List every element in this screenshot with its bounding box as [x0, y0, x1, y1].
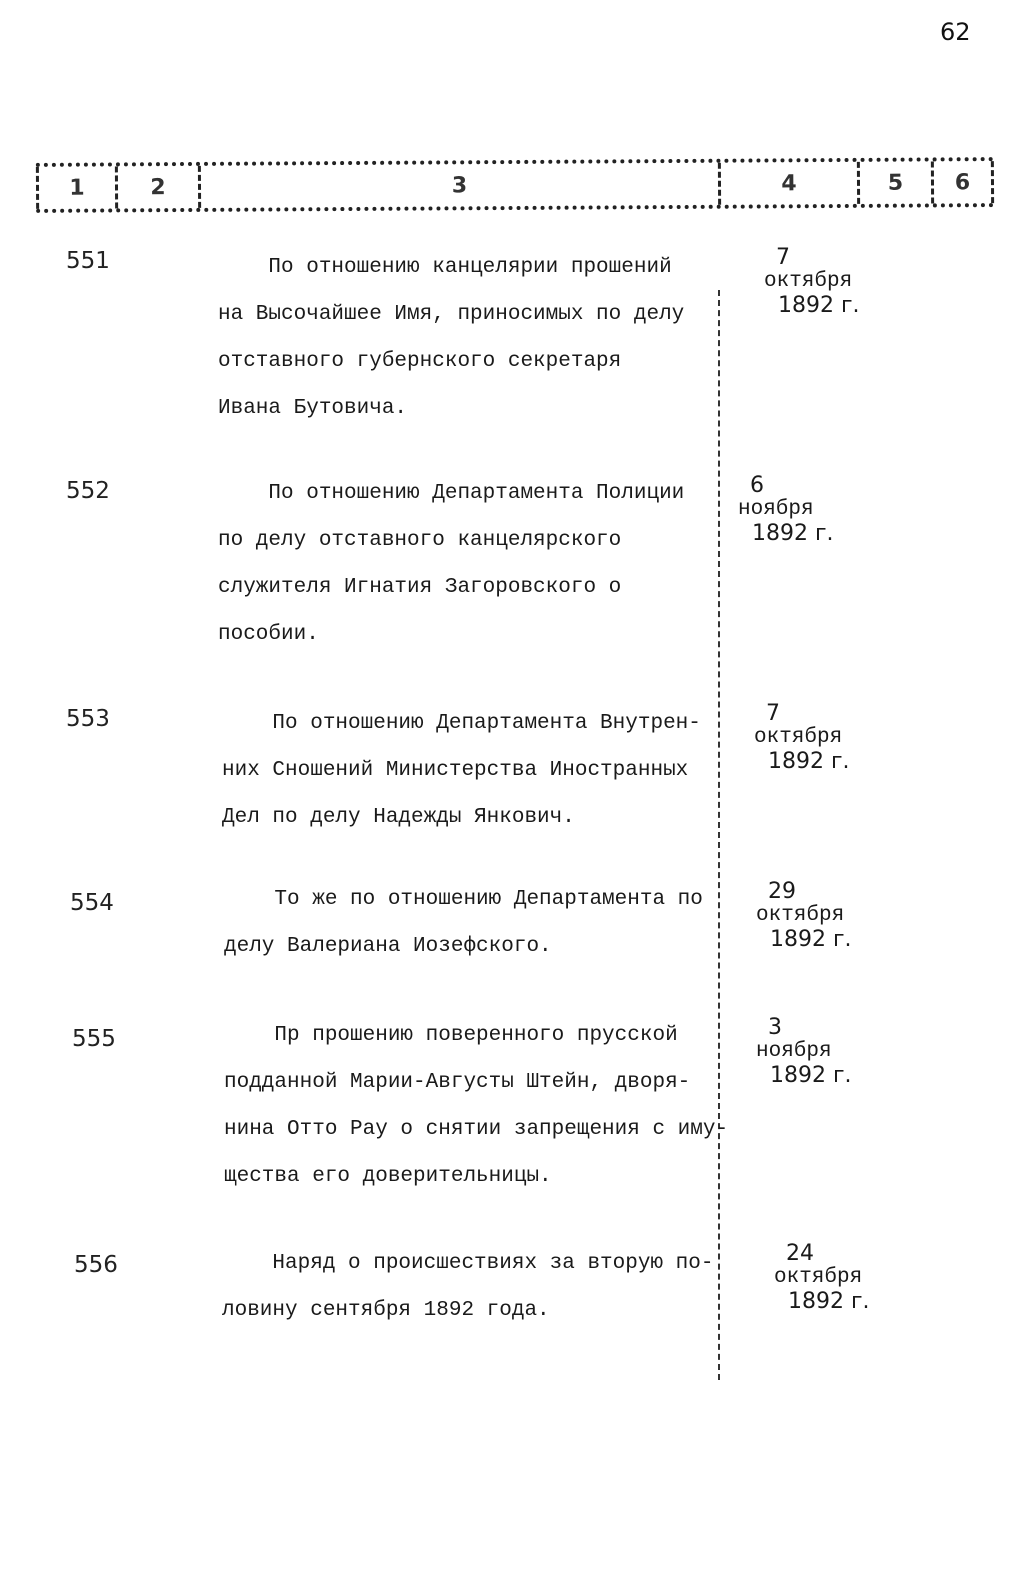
entry-description	[218, 244, 758, 432]
date-month: октября	[774, 1266, 863, 1289]
desc-line: ловину сентября 1892 года.	[222, 1299, 550, 1322]
desc-line: По отношению Департамента Внутрен-	[222, 712, 701, 735]
entry-number: 553	[66, 706, 110, 732]
desc-line: По отношению Департамента Полиции	[218, 482, 685, 505]
desc-line: делу Валериана Иозефского.	[224, 935, 552, 958]
date-day: 7	[766, 701, 780, 726]
entry-date	[756, 880, 876, 952]
desc-line: щества его доверительницы.	[224, 1165, 552, 1188]
date-day: 3	[768, 1015, 782, 1040]
entry-date	[754, 702, 874, 774]
desc-line: подданной Марии-Августы Штейн, дворя-	[224, 1071, 691, 1094]
desc-line: Наряд о происшествиях за вторую по-	[222, 1252, 714, 1275]
entry-description	[224, 1012, 764, 1200]
date-year: 1892 г.	[752, 521, 834, 546]
column-header-2: 2	[118, 166, 201, 209]
desc-line: Ивана Бутовича.	[218, 397, 408, 420]
date-month: октября	[754, 726, 843, 749]
date-day: 7	[776, 245, 790, 270]
date-year: 1892 г.	[770, 1063, 852, 1088]
date-day: 6	[750, 473, 764, 498]
column-header-6: 6	[934, 161, 994, 203]
desc-line: по делу отставного канцелярского	[218, 529, 622, 552]
desc-line: Пр прошению поверенного прусской	[224, 1024, 678, 1047]
page-number: 62	[940, 18, 971, 46]
date-month: ноября	[756, 1040, 832, 1063]
desc-line: пособии.	[218, 623, 319, 646]
entry-description	[222, 1240, 762, 1334]
entry-number: 552	[66, 478, 110, 504]
desc-line: служителя Игнатия Загоровского о	[218, 576, 622, 599]
column-header-5: 5	[860, 161, 934, 203]
entry-description	[218, 470, 758, 658]
date-year: 1892 г.	[770, 927, 852, 952]
desc-line: отставного губернского секретаря	[218, 350, 622, 373]
date-day: 24	[786, 1241, 814, 1266]
desc-line: них Сношений Министерства Иностранных	[222, 759, 689, 782]
desc-line: на Высочайшее Имя, приносимых по делу	[218, 303, 685, 326]
date-day: 29	[768, 879, 796, 904]
entry-description	[224, 876, 764, 970]
desc-line: По отношению канцелярии прошений	[218, 256, 672, 279]
entry-number: 556	[74, 1252, 118, 1278]
entry-description	[222, 700, 762, 841]
desc-line: Дел по делу Надежды Янкович.	[222, 806, 575, 829]
column-header-strip	[36, 157, 994, 213]
entry-date	[756, 1016, 876, 1088]
date-year: 1892 г.	[768, 749, 850, 774]
date-year: 1892 г.	[778, 293, 860, 318]
column-header-1: 1	[36, 166, 118, 209]
date-year: 1892 г.	[788, 1289, 870, 1314]
entry-number: 551	[66, 248, 110, 274]
desc-line: То же по отношению Департамента по	[224, 888, 703, 911]
date-month: октября	[764, 270, 853, 293]
entry-date	[764, 246, 884, 318]
entry-number: 554	[70, 890, 114, 916]
desc-line: нина Отто Рау о снятии запрещения с иму-	[224, 1118, 729, 1141]
entry-number: 555	[72, 1026, 116, 1052]
entry-date	[774, 1242, 894, 1314]
column-header-4: 4	[721, 162, 860, 205]
date-month: ноября	[738, 498, 814, 521]
date-month: октября	[756, 904, 845, 927]
column-header-3: 3	[201, 163, 721, 208]
entry-date	[738, 474, 858, 546]
